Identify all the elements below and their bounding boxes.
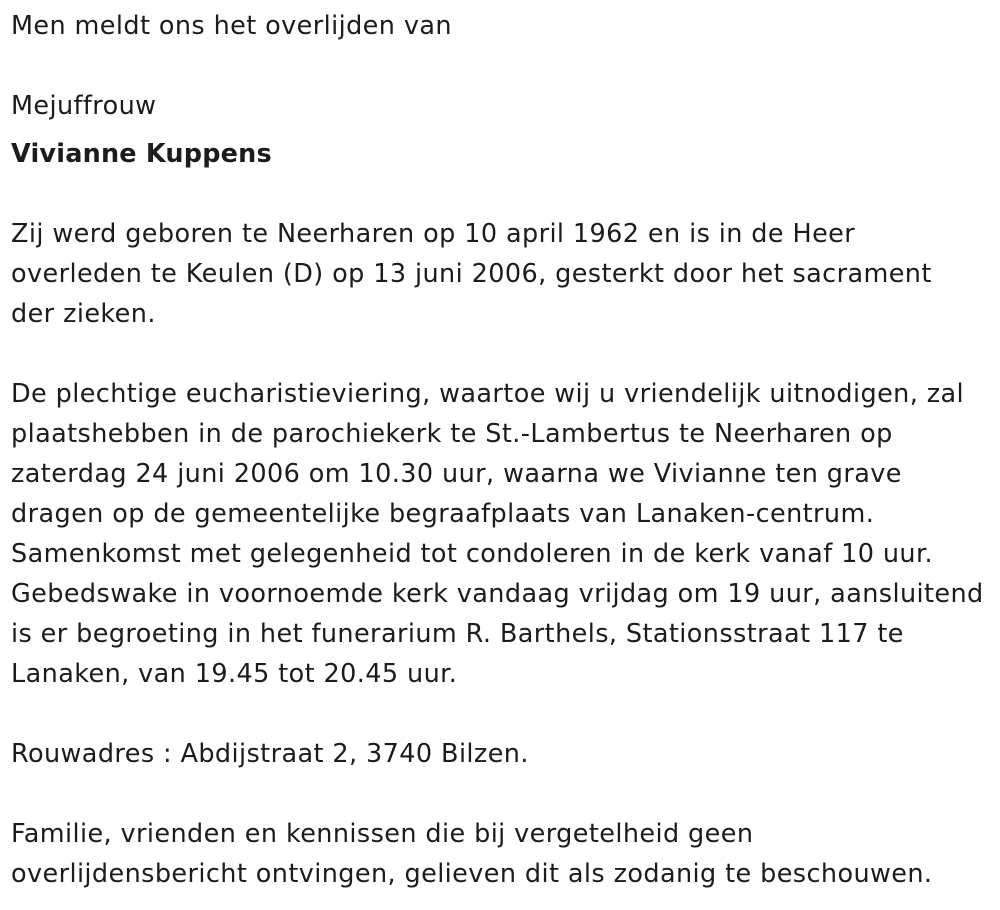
paragraph-line: overlijdensbericht ontvingen, gelieven dit als zodanig te beschouwen.	[11, 859, 933, 889]
closing-paragraph	[11, 814, 991, 894]
paragraph-line: Familie, vrienden en kennissen die bij vergetelheid geen	[11, 819, 754, 849]
spacer	[11, 694, 991, 734]
paragraph-line: plaatshebben in de parochiekerk te St.-Lambertus te Neerharen op	[11, 419, 893, 449]
paragraph-line: dragen op de gemeentelijke begraafplaats van Lanaken-centrum.	[11, 499, 875, 529]
paragraph-line: De plechtige eucharistieviering, waartoe wij u vriendelijk uitnodigen, zal	[11, 379, 965, 409]
paragraph-line: is er begroeting in het funerarium R. Barthels, Stationsstraat 117 te	[11, 619, 904, 649]
paragraph-line: Gebedswake in voornoemde kerk vandaag vrijdag om 19 uur, aansluitend	[11, 579, 984, 609]
spacer	[11, 174, 991, 214]
paragraph-line: Samenkomst met gelegenheid tot condoleren in de kerk vanaf 10 uur.	[11, 539, 934, 569]
spacer	[11, 774, 991, 814]
mourning-address: Rouwadres : Abdijstraat 2, 3740 Bilzen.	[11, 739, 529, 769]
paragraph-line: Lanaken, van 19.45 tot 20.45 uur.	[11, 659, 458, 689]
honorific-title: Mejuffrouw	[11, 91, 157, 121]
spacer	[11, 46, 991, 86]
intro-text: Men meldt ons het overlijden van	[11, 11, 452, 41]
paragraph-line: Zij werd geboren te Neerharen op 10 april 1962 en is in de Heer	[11, 219, 856, 249]
obituary-document	[11, 0, 991, 894]
spacer	[11, 334, 991, 374]
paragraph-line: zaterdag 24 juni 2006 om 10.30 uur, waarna we Vivianne ten grave	[11, 459, 902, 489]
ceremony-paragraph	[11, 374, 991, 694]
paragraph-line: der zieken.	[11, 299, 156, 329]
paragraph-line: overleden te Keulen (D) op 13 juni 2006, gesterkt door het sacrament	[11, 259, 932, 289]
spacer	[11, 126, 991, 134]
deceased-name: Vivianne Kuppens	[11, 139, 272, 169]
birth-death-paragraph	[11, 214, 991, 334]
